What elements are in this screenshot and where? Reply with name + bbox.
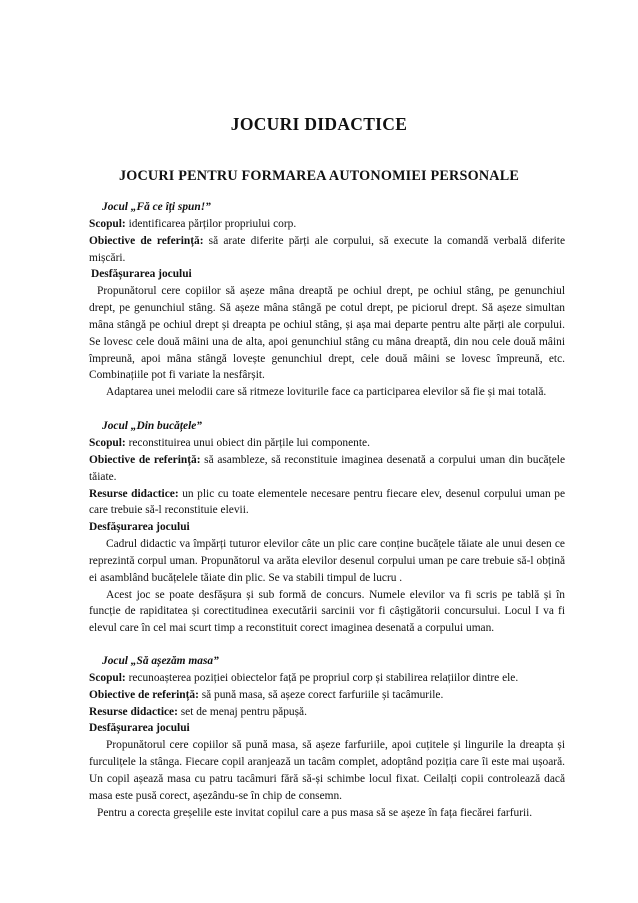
game3-scop-label: Scopul:	[89, 671, 126, 684]
game1-heading: Jocul „Fă ce îți spun!”	[102, 201, 211, 213]
game2-scop	[89, 435, 565, 452]
game2-resurse	[89, 486, 565, 520]
game1-desfasurare-text: Propunătorul cere copiilor să așeze mâna dreaptă pe ochiul drept, pe ochiul stâng, pe genunchiul drept, pe genunchiul stâng. Să așeze mâna stângă pe cotul drept, pe piciorul drept. Să așeze simultan mâna stângă pe ochiul drept și dreapta pe ochiul stâng, și așa mai departe pentru alte părți ale corpului. Se lovesc cele două mâini una de alta, apoi genunchiul stâng cu mâna dreaptă, din nou cele două mâini împreună, apoi mâna stângă lovește genunchiul drept, cele două mâini se lovesc împreună, etc. Combinațiile pot fi variate la nesfârșit.	[89, 285, 565, 382]
game2-desfasurare-heading	[89, 519, 565, 536]
game1-obiective-text: să arate diferite părți ale corpului, să execute la comandă verbală diferite mișcări.	[89, 234, 566, 264]
spacer	[89, 401, 565, 418]
game2-scop-text: reconstituirea unui obiect din părțile lui componente.	[125, 436, 370, 449]
game3-obiective-text: să pună masa, să așeze corect farfuriile și tacâmurile.	[198, 688, 444, 701]
game1-obiective	[89, 233, 565, 267]
game2-section	[89, 418, 565, 435]
game3-resurse-label: Resurse didactice:	[89, 705, 178, 718]
page-title: JOCURI DIDACTICE	[230, 114, 408, 134]
page-subtitle: JOCURI PENTRU FORMAREA AUTONOMIEI PERSONALE	[118, 168, 520, 184]
game3-desfasurare-label: Desfășurarea jocului	[89, 722, 190, 735]
game3-resurse-text: set de menaj pentru păpușă.	[177, 705, 307, 718]
game3-obiective	[89, 687, 565, 704]
game3-desfasurare-heading	[89, 720, 565, 737]
game1-scop	[89, 216, 565, 233]
game2-concurs-text: Acest joc se poate desfășura și sub formă de concurs. Numele elevilor va fi scris pe tablă și în funcție de rapiditatea și corectitudinea executării sarcinii vor fi câștigătorii concursului. Locul I va fi elevul care în cel mai scurt timp a reconstituit corect imaginea desenată a corpului uman.	[89, 588, 565, 635]
game2-desfasurare-label: Desfășurarea jocului	[89, 521, 190, 534]
game2-obiective-label: Obiective de referință:	[89, 453, 201, 466]
game3-resurse	[89, 704, 565, 721]
game3-desfasurare-text: Propunătorul cere copiilor să pună masa, să așeze farfuriile, apoi cuțitele și lingurile la dreapta și furculițele la stânga. Fiecare copil aranjează un tacâm complet, adoptând poziția care îi este mai ușoară. Un copil așează masa cu patru tacâmuri fără să-și schimbe locul fixat. Ceilalți copii controlează dacă masa este pusă corect, așezându-se în chip de consemn.	[89, 739, 565, 802]
game1-desfasurare-heading	[89, 266, 565, 283]
game3-scop	[89, 670, 565, 687]
game2-obiective-text: să asambleze, să reconstituie imaginea desenată a corpului uman din bucățele tăiate.	[89, 453, 565, 483]
game3-obiective-label: Obiective de referință:	[89, 688, 199, 701]
game2-resurse-label: Resurse didactice:	[89, 487, 179, 500]
game2-resurse-text: un plic cu toate elementele necesare pentru fiecare elev, desenul corpului uman pe care trebuie să-l reconstituie elevii.	[89, 487, 565, 517]
document-body	[89, 199, 565, 822]
game3-section	[89, 653, 565, 670]
game1-obiective-label: Obiective de referință:	[89, 234, 204, 247]
game1-desfasurare-label: Desfășurarea jocului	[91, 268, 192, 281]
game3-scop-text: recunoașterea poziției obiectelor față pe propriul corp și stabilirea relațiilor dintre ele.	[125, 671, 519, 684]
game1-scop-text: identificarea părților propriului corp.	[125, 217, 297, 230]
game1-scop-label: Scopul:	[89, 217, 126, 230]
game2-scop-label: Scopul:	[89, 436, 126, 449]
game2-obiective	[89, 452, 565, 486]
spacer	[89, 637, 565, 653]
game3-heading: Jocul „Să așezăm masa”	[102, 655, 219, 668]
game1-adaptare-text: Adaptarea unei melodii care să ritmeze loviturile face ca participarea elevilor să fie și mai totală.	[106, 386, 547, 399]
game3-corectare-text: Pentru a corecta greșelile este invitat copilul care a pus masa să se așeze în fața fiecărei farfurii.	[97, 806, 533, 819]
game1-section	[89, 199, 565, 216]
game2-desfasurare-text: Cadrul didactic va împărți tuturor elevilor câte un plic care conține bucățele tăiate ale unui desen ce reprezintă corpul uman. Propunătorul va arăta elevilor desenul corpului uman pe care trebuie să-l obțină ei asamblând bucățelele tăiate din plic. Se va stabili timpul de lucru .	[89, 538, 565, 584]
game2-heading: Jocul „Din bucățele”	[102, 420, 202, 433]
